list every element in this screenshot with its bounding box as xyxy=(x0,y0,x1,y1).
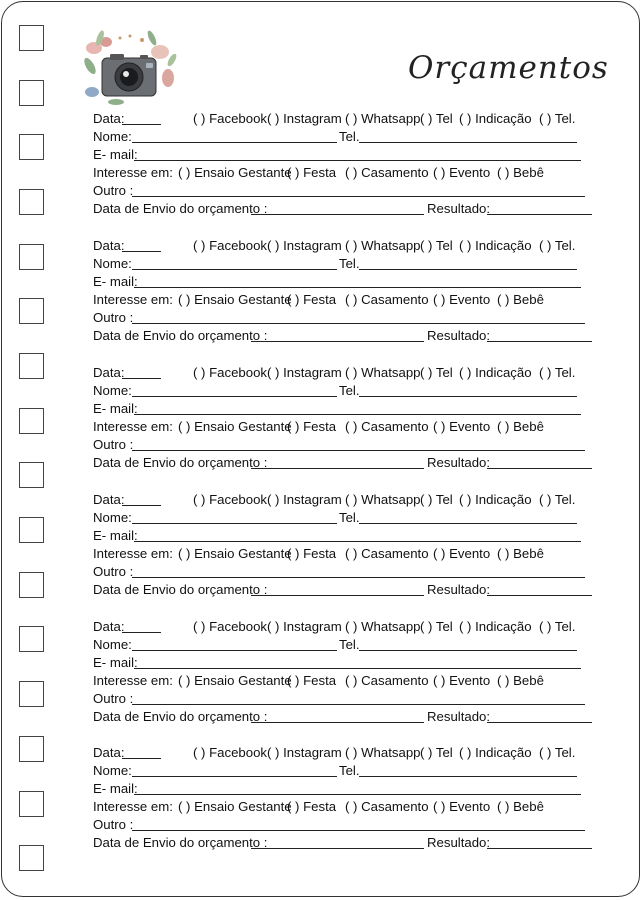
checklist-checkbox[interactable] xyxy=(19,134,44,160)
whatsapp-option[interactable]: ( ) Whatsapp xyxy=(345,111,421,126)
instagram-option[interactable]: ( ) Instagram xyxy=(267,745,342,760)
nome-field[interactable] xyxy=(132,142,337,143)
email-label[interactable]: E- mail: xyxy=(93,274,138,289)
tel-end-option[interactable]: ( ) Tel. xyxy=(539,492,576,507)
resultado-label[interactable]: Resultado: xyxy=(427,201,491,216)
other-row xyxy=(93,690,598,708)
nome-label[interactable]: Nome: xyxy=(93,129,132,144)
checklist-checkbox[interactable] xyxy=(19,517,44,543)
data-envio-field[interactable] xyxy=(251,214,424,215)
name-phone-row xyxy=(93,128,598,146)
tel-label[interactable]: Tel. xyxy=(339,256,360,271)
tel-label[interactable]: Tel. xyxy=(339,510,360,525)
email-label[interactable]: E- mail: xyxy=(93,528,138,543)
bebe-option[interactable]: ( ) Bebê xyxy=(497,799,544,814)
data-field[interactable] xyxy=(122,758,161,759)
tel-field[interactable] xyxy=(359,396,577,397)
email-label[interactable]: E- mail: xyxy=(93,147,138,162)
tel-field[interactable] xyxy=(359,650,577,651)
interest-row xyxy=(93,291,598,309)
casamento-option[interactable]: ( ) Casamento xyxy=(345,419,429,434)
nome-field[interactable] xyxy=(132,776,337,777)
interest-row xyxy=(93,798,598,816)
data-envio-label[interactable]: Data de Envio do orçamento : xyxy=(93,582,268,597)
data-field[interactable] xyxy=(122,505,161,506)
date-source-row xyxy=(93,364,598,382)
data-field[interactable] xyxy=(122,378,161,379)
instagram-option[interactable]: ( ) Instagram xyxy=(267,492,342,507)
checklist-checkbox[interactable] xyxy=(19,626,44,652)
email-field[interactable] xyxy=(134,160,581,161)
facebook-option[interactable]: ( ) Facebook xyxy=(193,619,268,634)
other-row xyxy=(93,563,598,581)
nome-field[interactable] xyxy=(132,523,337,524)
data-envio-field[interactable] xyxy=(251,595,424,596)
indicacao-option[interactable]: ( ) Indicação xyxy=(459,492,532,507)
send-result-row xyxy=(93,834,598,852)
quote-form-block xyxy=(93,237,598,345)
whatsapp-option[interactable]: ( ) Whatsapp xyxy=(345,745,421,760)
tel-end-option[interactable]: ( ) Tel. xyxy=(539,111,576,126)
interest-row xyxy=(93,545,598,563)
data-label[interactable]: Data: xyxy=(93,238,125,253)
email-field[interactable] xyxy=(134,287,581,288)
facebook-option[interactable]: ( ) Facebook xyxy=(193,365,268,380)
indicacao-option[interactable]: ( ) Indicação xyxy=(459,619,532,634)
email-row xyxy=(93,654,598,672)
ensaio-gestante-option[interactable]: ( ) Ensaio Gestante xyxy=(178,799,292,814)
ensaio-gestante-option[interactable]: ( ) Ensaio Gestante xyxy=(178,165,292,180)
quote-form-block xyxy=(93,110,598,218)
resultado-label[interactable]: Resultado: xyxy=(427,582,491,597)
outro-label[interactable]: Outro : xyxy=(93,817,134,832)
interesse-label[interactable]: Interesse em: xyxy=(93,673,173,688)
quote-form-block xyxy=(93,364,598,472)
festa-option[interactable]: ( ) Festa xyxy=(287,799,337,814)
interesse-label[interactable]: Interesse em: xyxy=(93,292,173,307)
quote-form-block xyxy=(93,618,598,726)
nome-label[interactable]: Nome: xyxy=(93,256,132,271)
instagram-option[interactable]: ( ) Instagram xyxy=(267,365,342,380)
outro-label[interactable]: Outro : xyxy=(93,183,134,198)
facebook-option[interactable]: ( ) Facebook xyxy=(193,745,268,760)
tel-end-option[interactable]: ( ) Tel. xyxy=(539,365,576,380)
resultado-field[interactable] xyxy=(487,341,592,342)
send-result-row xyxy=(93,454,598,472)
nome-label[interactable]: Nome: xyxy=(93,637,132,652)
nome-label[interactable]: Nome: xyxy=(93,763,132,778)
evento-option[interactable]: ( ) Evento xyxy=(433,546,491,561)
date-source-row xyxy=(93,744,598,762)
bebe-option[interactable]: ( ) Bebê xyxy=(497,165,544,180)
bebe-option[interactable]: ( ) Bebê xyxy=(497,546,544,561)
email-row xyxy=(93,146,598,164)
data-envio-label[interactable]: Data de Envio do orçamento : xyxy=(93,201,268,216)
ensaio-gestante-option[interactable]: ( ) Ensaio Gestante xyxy=(178,546,292,561)
interesse-label[interactable]: Interesse em: xyxy=(93,799,173,814)
outro-label[interactable]: Outro : xyxy=(93,564,134,579)
facebook-option[interactable]: ( ) Facebook xyxy=(193,238,268,253)
checklist-checkbox[interactable] xyxy=(19,736,44,762)
data-label[interactable]: Data: xyxy=(93,619,125,634)
festa-option[interactable]: ( ) Festa xyxy=(287,292,337,307)
quote-form-block xyxy=(93,744,598,852)
checklist-checkbox[interactable] xyxy=(19,25,44,51)
date-source-row xyxy=(93,110,598,128)
indicacao-option[interactable]: ( ) Indicação xyxy=(459,745,532,760)
indicacao-option[interactable]: ( ) Indicação xyxy=(459,238,532,253)
nome-field[interactable] xyxy=(132,396,337,397)
checklist-checkbox[interactable] xyxy=(19,845,44,871)
checklist-checkbox[interactable] xyxy=(19,462,44,488)
tel-label[interactable]: Tel. xyxy=(339,129,360,144)
checklist-checkbox[interactable] xyxy=(19,353,44,379)
nome-field[interactable] xyxy=(132,650,337,651)
evento-option[interactable]: ( ) Evento xyxy=(433,799,491,814)
tel-end-option[interactable]: ( ) Tel. xyxy=(539,238,576,253)
bebe-option[interactable]: ( ) Bebê xyxy=(497,419,544,434)
other-row xyxy=(93,436,598,454)
data-envio-label[interactable]: Data de Envio do orçamento : xyxy=(93,835,268,850)
data-envio-field[interactable] xyxy=(251,722,424,723)
tel-end-option[interactable]: ( ) Tel. xyxy=(539,619,576,634)
indicacao-option[interactable]: ( ) Indicação xyxy=(459,111,532,126)
checklist-checkbox[interactable] xyxy=(19,244,44,270)
festa-option[interactable]: ( ) Festa xyxy=(287,419,337,434)
outro-field[interactable] xyxy=(132,196,585,197)
tel-option[interactable]: ( ) Tel xyxy=(420,745,453,760)
date-source-row xyxy=(93,618,598,636)
resultado-field[interactable] xyxy=(487,848,592,849)
outro-label[interactable]: Outro : xyxy=(93,691,134,706)
nome-label[interactable]: Nome: xyxy=(93,383,132,398)
evento-option[interactable]: ( ) Evento xyxy=(433,673,491,688)
indicacao-option[interactable]: ( ) Indicação xyxy=(459,365,532,380)
interesse-label[interactable]: Interesse em: xyxy=(93,165,173,180)
email-row xyxy=(93,780,598,798)
send-result-row xyxy=(93,581,598,599)
casamento-option[interactable]: ( ) Casamento xyxy=(345,546,429,561)
casamento-option[interactable]: ( ) Casamento xyxy=(345,799,429,814)
facebook-option[interactable]: ( ) Facebook xyxy=(193,492,268,507)
name-phone-row xyxy=(93,255,598,273)
whatsapp-option[interactable]: ( ) Whatsapp xyxy=(345,238,421,253)
email-label[interactable]: E- mail: xyxy=(93,655,138,670)
resultado-label[interactable]: Resultado: xyxy=(427,835,491,850)
checklist-checkbox[interactable] xyxy=(19,408,44,434)
outro-label[interactable]: Outro : xyxy=(93,310,134,325)
date-source-row xyxy=(93,491,598,509)
data-label[interactable]: Data: xyxy=(93,365,125,380)
camera-body xyxy=(102,54,156,96)
email-label[interactable]: E- mail: xyxy=(93,781,138,796)
interest-row xyxy=(93,164,598,182)
instagram-option[interactable]: ( ) Instagram xyxy=(267,619,342,634)
tel-label[interactable]: Tel. xyxy=(339,763,360,778)
interest-row xyxy=(93,418,598,436)
festa-option[interactable]: ( ) Festa xyxy=(287,165,337,180)
data-envio-label[interactable]: Data de Envio do orçamento : xyxy=(93,709,268,724)
outro-field[interactable] xyxy=(132,450,585,451)
outro-field[interactable] xyxy=(132,577,585,578)
bebe-option[interactable]: ( ) Bebê xyxy=(497,292,544,307)
camera-with-flowers-icon xyxy=(80,30,180,110)
data-field[interactable] xyxy=(122,251,161,252)
date-source-row xyxy=(93,237,598,255)
interesse-label[interactable]: Interesse em: xyxy=(93,546,173,561)
outro-label[interactable]: Outro : xyxy=(93,437,134,452)
ensaio-gestante-option[interactable]: ( ) Ensaio Gestante xyxy=(178,419,292,434)
checklist-checkbox[interactable] xyxy=(19,80,44,106)
ensaio-gestante-option[interactable]: ( ) Ensaio Gestante xyxy=(178,673,292,688)
email-field[interactable] xyxy=(134,794,581,795)
name-phone-row xyxy=(93,636,598,654)
tel-field[interactable] xyxy=(359,269,577,270)
data-field[interactable] xyxy=(122,124,161,125)
page-title: Orçamentos xyxy=(408,50,609,86)
tel-label[interactable]: Tel. xyxy=(339,637,360,652)
resultado-field[interactable] xyxy=(487,468,592,469)
resultado-field[interactable] xyxy=(487,595,592,596)
send-result-row xyxy=(93,708,598,726)
tel-option[interactable]: ( ) Tel xyxy=(420,111,453,126)
tel-label[interactable]: Tel. xyxy=(339,383,360,398)
data-label[interactable]: Data: xyxy=(93,111,125,126)
email-row xyxy=(93,273,598,291)
name-phone-row xyxy=(93,762,598,780)
send-result-row xyxy=(93,200,598,218)
evento-option[interactable]: ( ) Evento xyxy=(433,292,491,307)
email-label[interactable]: E- mail: xyxy=(93,401,138,416)
outro-field[interactable] xyxy=(132,323,585,324)
other-row xyxy=(93,309,598,327)
other-row xyxy=(93,816,598,834)
instagram-option[interactable]: ( ) Instagram xyxy=(267,111,342,126)
email-row xyxy=(93,527,598,545)
tel-option[interactable]: ( ) Tel xyxy=(420,365,453,380)
instagram-option[interactable]: ( ) Instagram xyxy=(267,238,342,253)
ensaio-gestante-option[interactable]: ( ) Ensaio Gestante xyxy=(178,292,292,307)
data-envio-field[interactable] xyxy=(251,468,424,469)
checklist-checkbox[interactable] xyxy=(19,572,44,598)
tel-field[interactable] xyxy=(359,523,577,524)
checklist-checkbox[interactable] xyxy=(19,791,44,817)
casamento-option[interactable]: ( ) Casamento xyxy=(345,165,429,180)
checklist-checkbox[interactable] xyxy=(19,189,44,215)
resultado-label[interactable]: Resultado: xyxy=(427,328,491,343)
other-row xyxy=(93,182,598,200)
email-field[interactable] xyxy=(134,668,581,669)
email-field[interactable] xyxy=(134,414,581,415)
email-field[interactable] xyxy=(134,541,581,542)
outro-field[interactable] xyxy=(132,704,585,705)
nome-label[interactable]: Nome: xyxy=(93,510,132,525)
quote-form-block xyxy=(93,491,598,599)
checklist-checkbox[interactable] xyxy=(19,681,44,707)
evento-option[interactable]: ( ) Evento xyxy=(433,419,491,434)
data-envio-label[interactable]: Data de Envio do orçamento : xyxy=(93,328,268,343)
tel-option[interactable]: ( ) Tel xyxy=(420,492,453,507)
tel-field[interactable] xyxy=(359,776,577,777)
tel-option[interactable]: ( ) Tel xyxy=(420,619,453,634)
outro-field[interactable] xyxy=(132,830,585,831)
tel-end-option[interactable]: ( ) Tel. xyxy=(539,745,576,760)
data-field[interactable] xyxy=(122,632,161,633)
facebook-option[interactable]: ( ) Facebook xyxy=(193,111,268,126)
tel-field[interactable] xyxy=(359,142,577,143)
name-phone-row xyxy=(93,509,598,527)
interest-row xyxy=(93,672,598,690)
name-phone-row xyxy=(93,382,598,400)
nome-field[interactable] xyxy=(132,269,337,270)
resultado-label[interactable]: Resultado: xyxy=(427,709,491,724)
whatsapp-option[interactable]: ( ) Whatsapp xyxy=(345,365,421,380)
interesse-label[interactable]: Interesse em: xyxy=(93,419,173,434)
data-label[interactable]: Data: xyxy=(93,492,125,507)
festa-option[interactable]: ( ) Festa xyxy=(287,673,337,688)
data-label[interactable]: Data: xyxy=(93,745,125,760)
send-result-row xyxy=(93,327,598,345)
checklist-checkbox[interactable] xyxy=(19,298,44,324)
email-row xyxy=(93,400,598,418)
data-envio-label[interactable]: Data de Envio do orçamento : xyxy=(93,455,268,470)
whatsapp-option[interactable]: ( ) Whatsapp xyxy=(345,619,421,634)
festa-option[interactable]: ( ) Festa xyxy=(287,546,337,561)
casamento-option[interactable]: ( ) Casamento xyxy=(345,673,429,688)
evento-option[interactable]: ( ) Evento xyxy=(433,165,491,180)
resultado-field[interactable] xyxy=(487,214,592,215)
casamento-option[interactable]: ( ) Casamento xyxy=(345,292,429,307)
data-envio-field[interactable] xyxy=(251,848,424,849)
resultado-label[interactable]: Resultado: xyxy=(427,455,491,470)
data-envio-field[interactable] xyxy=(251,341,424,342)
tel-option[interactable]: ( ) Tel xyxy=(420,238,453,253)
whatsapp-option[interactable]: ( ) Whatsapp xyxy=(345,492,421,507)
bebe-option[interactable]: ( ) Bebê xyxy=(497,673,544,688)
resultado-field[interactable] xyxy=(487,722,592,723)
